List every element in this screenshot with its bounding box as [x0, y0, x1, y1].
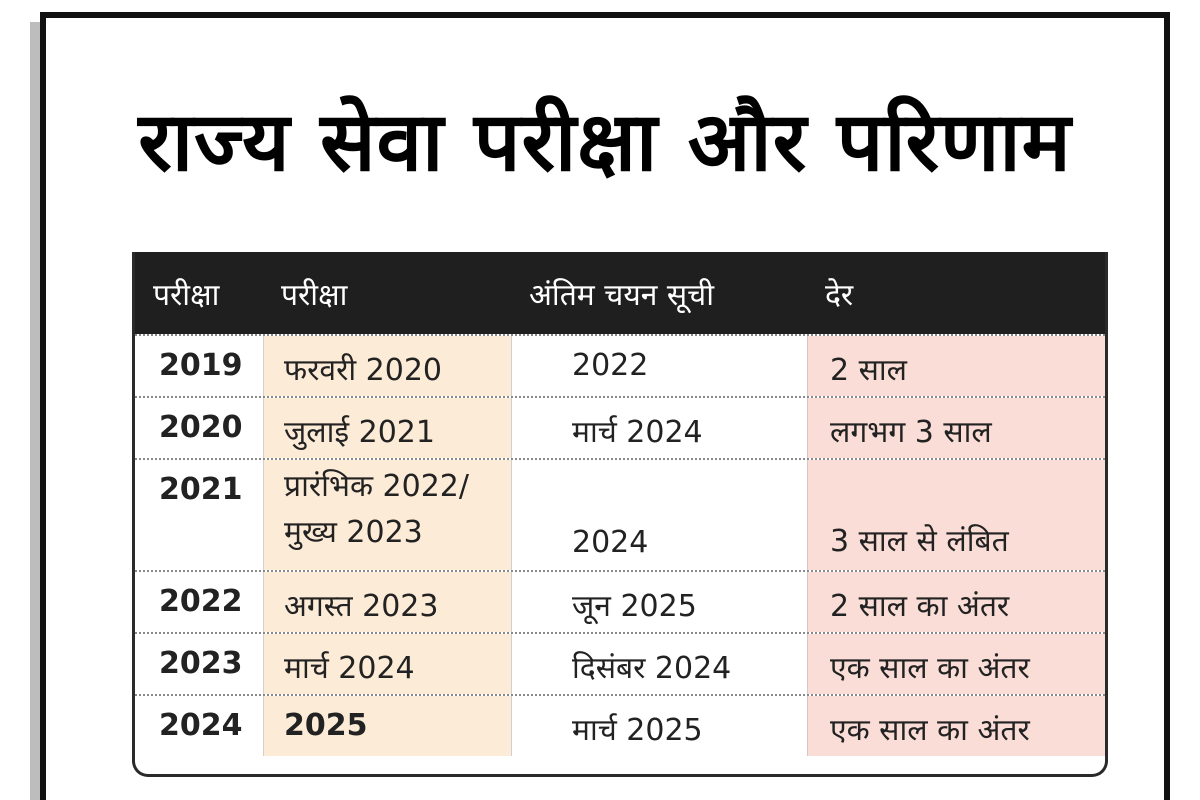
cell-exam: 2025 — [263, 696, 511, 756]
header-delay: देर — [825, 277, 854, 313]
cell-year: 2019 — [135, 336, 263, 396]
cell-delay: एक साल का अंतर — [807, 634, 1105, 694]
cell-year: 2020 — [135, 398, 263, 458]
exam-results-table — [132, 252, 1108, 777]
cell-final-list: जून 2025 — [511, 572, 807, 632]
cell-exam-line1: प्रारंभिक 2022/ — [284, 469, 470, 504]
cell-exam: फरवरी 2020 — [263, 336, 511, 396]
table-row — [135, 570, 1105, 632]
cell-delay — [807, 460, 1105, 570]
cell-exam: मार्च 2024 — [263, 634, 511, 694]
cell-delay: 2 साल का अंतर — [807, 572, 1105, 632]
cell-delay: लगभग 3 साल — [807, 398, 1105, 458]
cell-delay: एक साल का अंतर — [807, 696, 1105, 756]
cell-year: 2022 — [135, 572, 263, 632]
cell-exam: अगस्त 2023 — [263, 572, 511, 632]
cell-exam: जुलाई 2021 — [263, 398, 511, 458]
header-exam-year: परीक्षा — [153, 277, 220, 313]
header-exam-date: परीक्षा — [281, 277, 348, 313]
cell-exam-line2: मुख्य 2023 — [284, 515, 423, 550]
cell-delay: 2 साल — [807, 336, 1105, 396]
cell-final-list: दिसंबर 2024 — [511, 634, 807, 694]
cell-final-list: 2022 — [511, 336, 807, 396]
table-row — [135, 334, 1105, 396]
cell-year: 2023 — [135, 634, 263, 694]
cell-final-list — [511, 460, 807, 570]
cell-final-list-text: 2024 — [572, 525, 649, 560]
cell-final-list: मार्च 2025 — [511, 696, 807, 756]
cell-exam — [263, 460, 511, 570]
header-final-list: अंतिम चयन सूची — [529, 277, 715, 313]
table-row — [135, 396, 1105, 458]
table-row — [135, 458, 1105, 570]
cell-year: 2024 — [135, 696, 263, 756]
page-title: राज्य सेवा परीक्षा और परिणाम — [138, 95, 1072, 190]
table-row — [135, 694, 1105, 756]
table-header — [135, 252, 1105, 334]
table-row — [135, 632, 1105, 694]
cell-year: 2021 — [135, 460, 263, 570]
cell-final-list: मार्च 2024 — [511, 398, 807, 458]
cell-delay-text: 3 साल से लंबित — [830, 524, 1009, 559]
